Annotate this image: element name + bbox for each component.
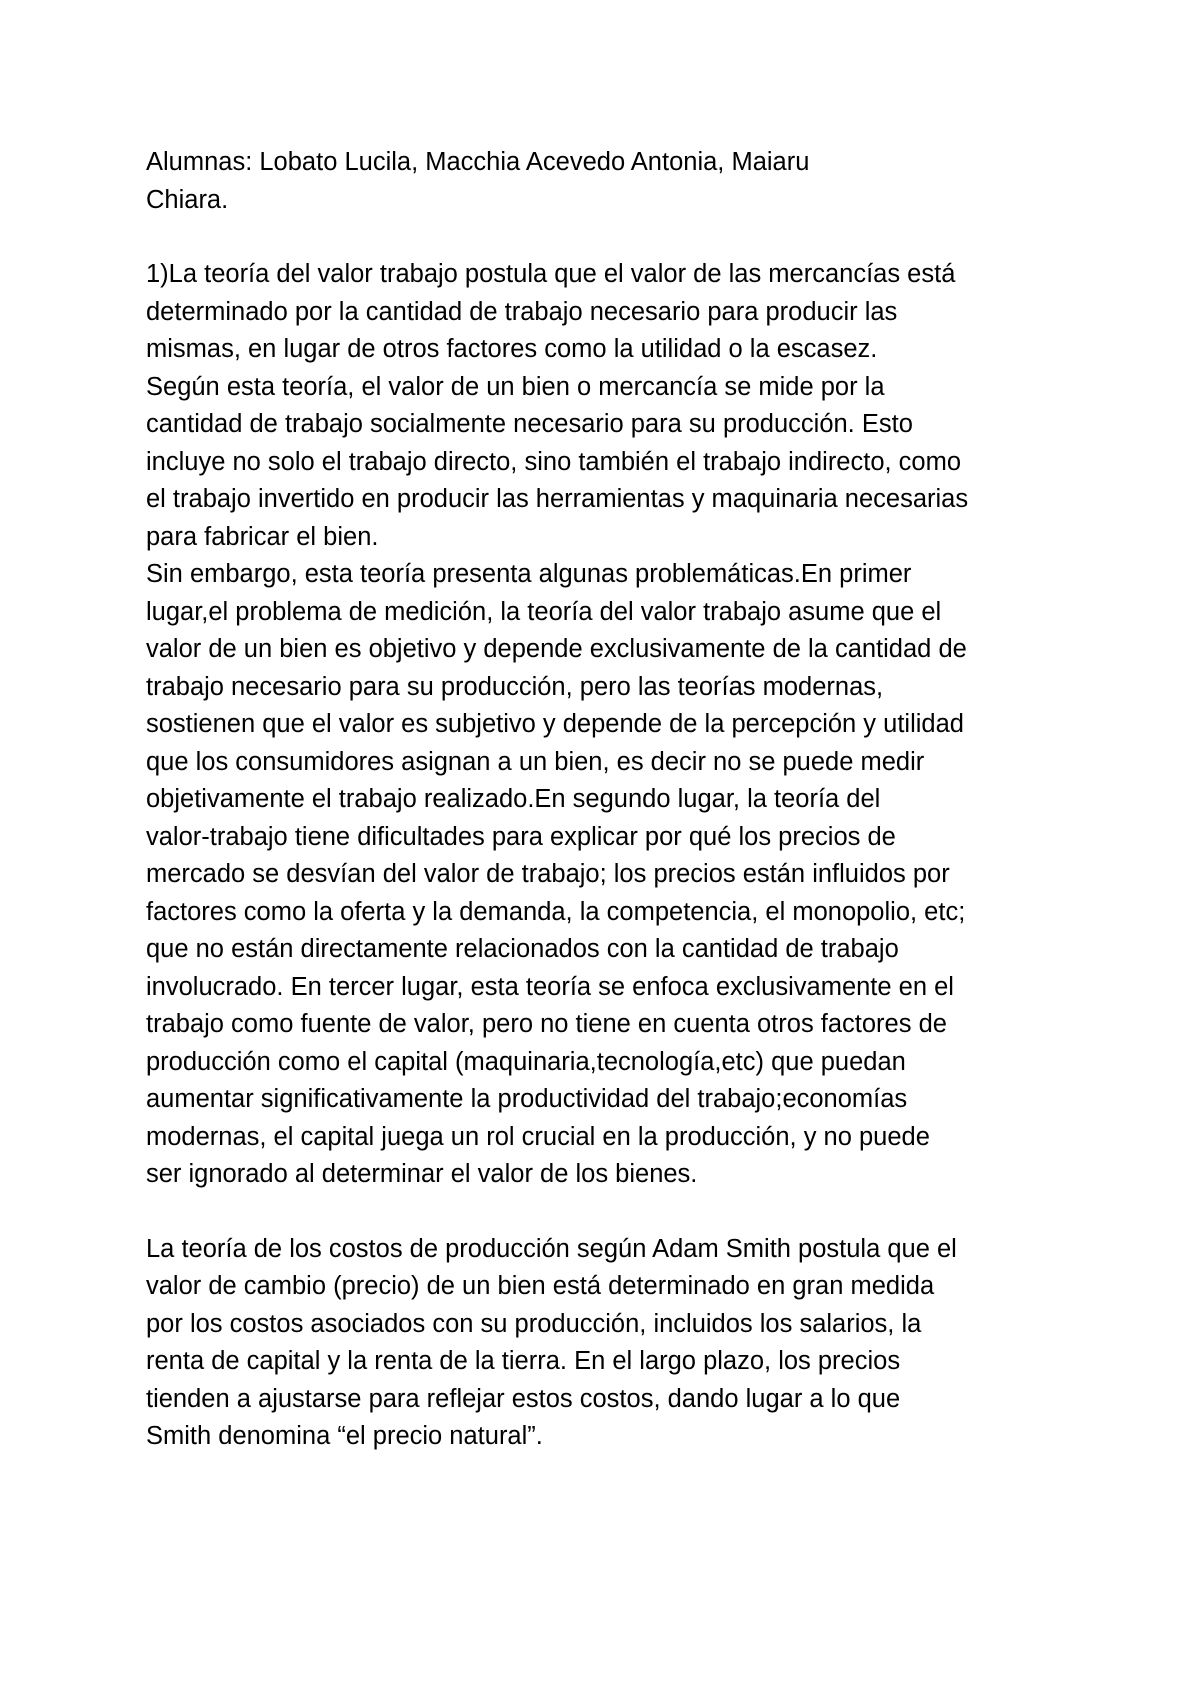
- paragraph-cost-of-production-theory: La teoría de los costos de producción según Adam Smith postula que el valor de cambio (precio) de un bien está determinado en gran medida por los costos asociados con su producción, incluidos los salarios, la renta de capital y la renta de la tierra. En el largo plazo, los precios tienden a ajustarse para reflejar estos costos, dando lugar a lo que Smith denomina “el precio natural”.: [146, 1234, 957, 1450]
- paragraph-labor-theory-of-value: 1)La teoría del valor trabajo postula que el valor de las mercancías está determinado por la cantidad de trabajo necesario para producir las mismas, en lugar de otros factores como la utilidad o la escasez. Según esta teoría, el valor de un bien o mercancía se mide por la cantidad de trabajo socialmente necesario para su producción. Esto incluye no solo el trabajo directo, sino también el trabajo indirecto, como el trabajo invertido en producir las herramientas y maquinaria necesarias para fabricar el bien. Sin embargo, esta teoría presenta algunas problemáticas.En primer lugar,el problema de medición, la teoría del valor trabajo asume que el valor de un bien es objetivo y depende exclusivamente de la cantidad de trabajo necesario para su producción, pero las teorías modernas, sostienen que el valor es subjetivo y depende de la percepción y utilidad que los consumidores asignan a un bien, es decir no se puede medir objetivamente el trabajo realizado.En segundo lugar, la teoría del valor-trabajo tiene dificultades para explicar por qué los precios de mercado se desvían del valor de trabajo; los precios están influidos por factores como la oferta y la demanda, la competencia, el monopolio, etc; que no están directamente relacionados con la cantidad de trabajo involucrado. En tercer lugar, esta teoría se enfoca exclusivamente en el trabajo como fuente de valor, pero no tiene en cuenta otros factores de producción como el capital (maquinaria,tecnología,etc) que puedan aumentar significativamente la productividad del trabajo;economías modernas, el capital juega un rol crucial en la producción, y no puede ser ignorado al determinar el valor de los bienes.: [146, 260, 969, 1188]
- students-header: Alumnas: Lobato Lucila, Macchia Acevedo Antonia, Maiaru Chiara.: [146, 148, 810, 214]
- spacer: [146, 1194, 1066, 1231]
- document-body: [146, 144, 1066, 1456]
- spacer: [146, 219, 1066, 256]
